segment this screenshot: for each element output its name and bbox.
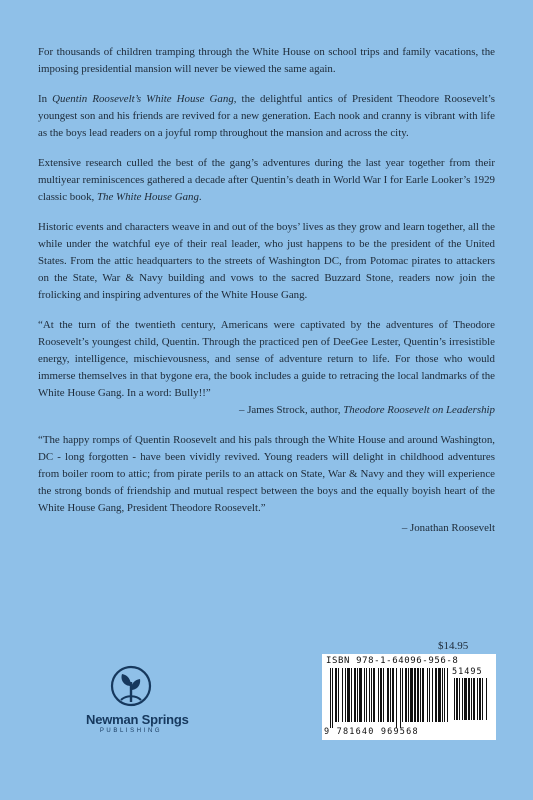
price-label: $14.95 — [438, 640, 469, 652]
addon-barcode-bars — [454, 678, 492, 726]
ean-digits: 9 781640 969568 — [324, 727, 419, 737]
price-addon-digits: 51495 — [452, 667, 483, 677]
paragraph-1: For thousands of children tramping through the White House on school trips and family vacations, the imposing presidential mansion will never be viewed the same again. — [38, 46, 495, 75]
isbn-barcode — [322, 654, 496, 740]
publisher-logo — [86, 664, 189, 734]
quote-2-attribution: – Jonathan Roosevelt — [401, 522, 495, 534]
ean-barcode-bars — [330, 668, 448, 728]
publisher-name: Newman Springs — [86, 712, 189, 727]
quote-2: “The happy romps of Quentin Roosevelt and his pals through the White House and around Washington, DC - long forgotten - have been vividly revived. Young readers will delight in childhood adventures from boiler room to attic; from pirate perils to an attack on State, War & Navy and they will experience the strong bonds of friendship and mutual respect between the boys and the equally boyish heart of the White House Gang, President Theodore Roosevelt.” — [38, 434, 495, 514]
description-text — [38, 44, 495, 537]
sprout-icon — [110, 664, 152, 708]
paragraph-2: In Quentin Roosevelt’s White House Gang, the delightful antics of President Theodore Roosevelt’s youngest son and his friends are revived for a new generation. Each nook and cranny is vibrant with life as the boys lead readers on a joyful romp throughout the mansion and across the city. — [38, 93, 496, 139]
quote-1: “At the turn of the twentieth century, Americans were captivated by the adventures of Theodore Roosevelt’s youngest child, Quentin. Through the practiced pen of DeeGee Lester, Quentin’s irresistible energy, intelligence, mischievousness, and sense of adventure return to life. For those who would immerse themselves in that bygone era, the book includes a guide to retracing the local landmarks of the White House Gang. In a word: Bully!!” — [38, 319, 495, 399]
paragraph-3: Extensive research culled the best of the gang’s adventures during the last year together from their multiyear reminiscences gathered a decade after Quentin’s death in World War I for Earle Looker’s 1929 classic book, The White House Gang. — [38, 157, 495, 203]
publisher-subtitle: PUBLISHING — [99, 728, 163, 734]
isbn-text: ISBN 978-1-64096-956-8 — [326, 656, 459, 666]
paragraph-4: Historic events and characters weave in and out of the boys’ lives as they grow and learn together, all the while under the watchful eye of their real leader, who just happens to be the president of the United States. From the attic headquarters to the streets of Washington DC, from Potomac pirates to attackers on the State, War & Navy building and vows to the sacred Buzzard Stone, readers now join the frolicking and inspiring adventures of the White House Gang. — [38, 221, 495, 301]
source-book-title: The White House Gang — [96, 191, 199, 203]
book-title: Quentin Roosevelt’s White House Gang — [52, 93, 234, 105]
quote-1-attribution: – James Strock, author, Theodore Roosevelt on Leadership — [239, 404, 495, 416]
